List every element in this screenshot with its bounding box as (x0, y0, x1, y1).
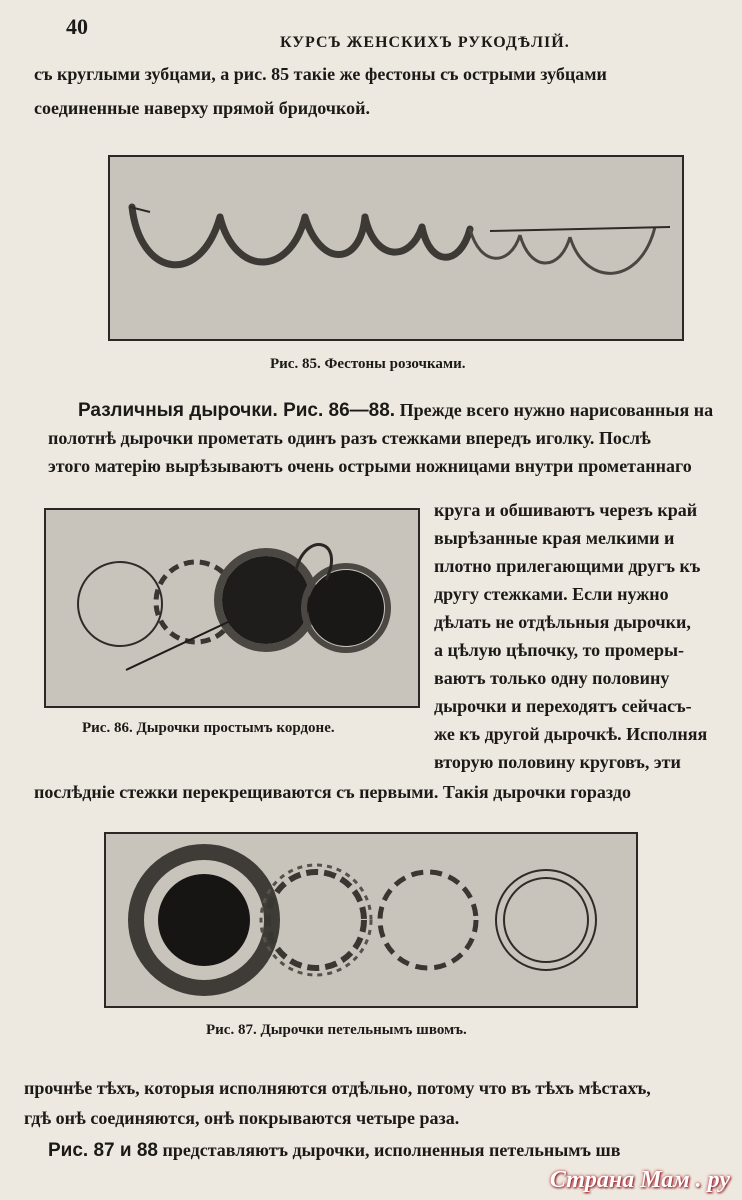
side-line-3: плотно прилегающими другъ къ (434, 556, 701, 576)
side-line-4: другу стежками. Если нужно (434, 584, 669, 604)
last-line-rest: представляютъ дырочки, исполненныя петельнымъ шв (162, 1140, 621, 1160)
bottom-line-2: гдѣ онѣ соединяются, онѣ покрываются четыре раза. (24, 1108, 460, 1128)
running-title: КУРСЪ ЖЕНСКИХЪ РУКОДѢЛІЙ. (280, 34, 570, 51)
figure-86-caption: Рис. 86. Дырочки простымъ кордоне. (82, 720, 335, 736)
side-line-10: вторую половину круговъ, эти (434, 752, 681, 772)
figure-85-festoons (108, 155, 684, 341)
section-line-3: этого матерію вырѣзываютъ очень острыми ножницами внутри прометаннаго (48, 456, 692, 476)
section-heading-line (78, 400, 713, 422)
section-line-1-rest: Прежде всего нужно нарисованныя на (399, 400, 714, 420)
side-line-2: вырѣзанные края мелкими и (434, 528, 675, 548)
section-line-2: полотнѣ дырочки прометать одинъ разъ стежками впередъ иголку. Послѣ (48, 428, 651, 448)
side-line-8: дырочки и переходятъ сейчасъ- (434, 696, 692, 716)
figure-85-caption: Рис. 85. Фестоны розочками. (270, 356, 466, 372)
side-line-1: круга и обшиваютъ черезъ край (434, 500, 698, 520)
section-heading: Различныя дырочки. Рис. 86—88. (78, 400, 396, 421)
side-line-6: а цѣлую цѣпочку, то промеры- (434, 640, 685, 660)
intro-line-2: соединенные наверху прямой бридочкой. (34, 98, 370, 118)
last-line-bold: Рис. 87 и 88 (48, 1140, 158, 1161)
site-watermark: Страна Мам . ру (549, 1167, 730, 1193)
figure-87-eyelets (104, 832, 638, 1008)
side-line-5: дѣлать не отдѣльныя дырочки, (434, 612, 691, 632)
figure-87-caption: Рис. 87. Дырочки петельнымъ швомъ. (206, 1022, 467, 1038)
page-number: 40 (66, 14, 88, 39)
side-line-7: ваютъ только одну половину (434, 668, 670, 688)
intro-line-1: съ круглыми зубцами, а рис. 85 такіе же фестоны съ острыми зубцами (34, 64, 607, 84)
bottom-line-1: прочнѣе тѣхъ, которыя исполняются отдѣльно, потому что въ тѣхъ мѣстахъ, (24, 1078, 651, 1098)
figure-86-eyelets (44, 508, 420, 708)
after-side-line: послѣдніе стежки перекрещиваются съ первыми. Такія дырочки гораздо (34, 782, 631, 802)
side-line-9: же къ другой дырочкѣ. Исполняя (434, 724, 708, 744)
last-line (48, 1140, 620, 1162)
